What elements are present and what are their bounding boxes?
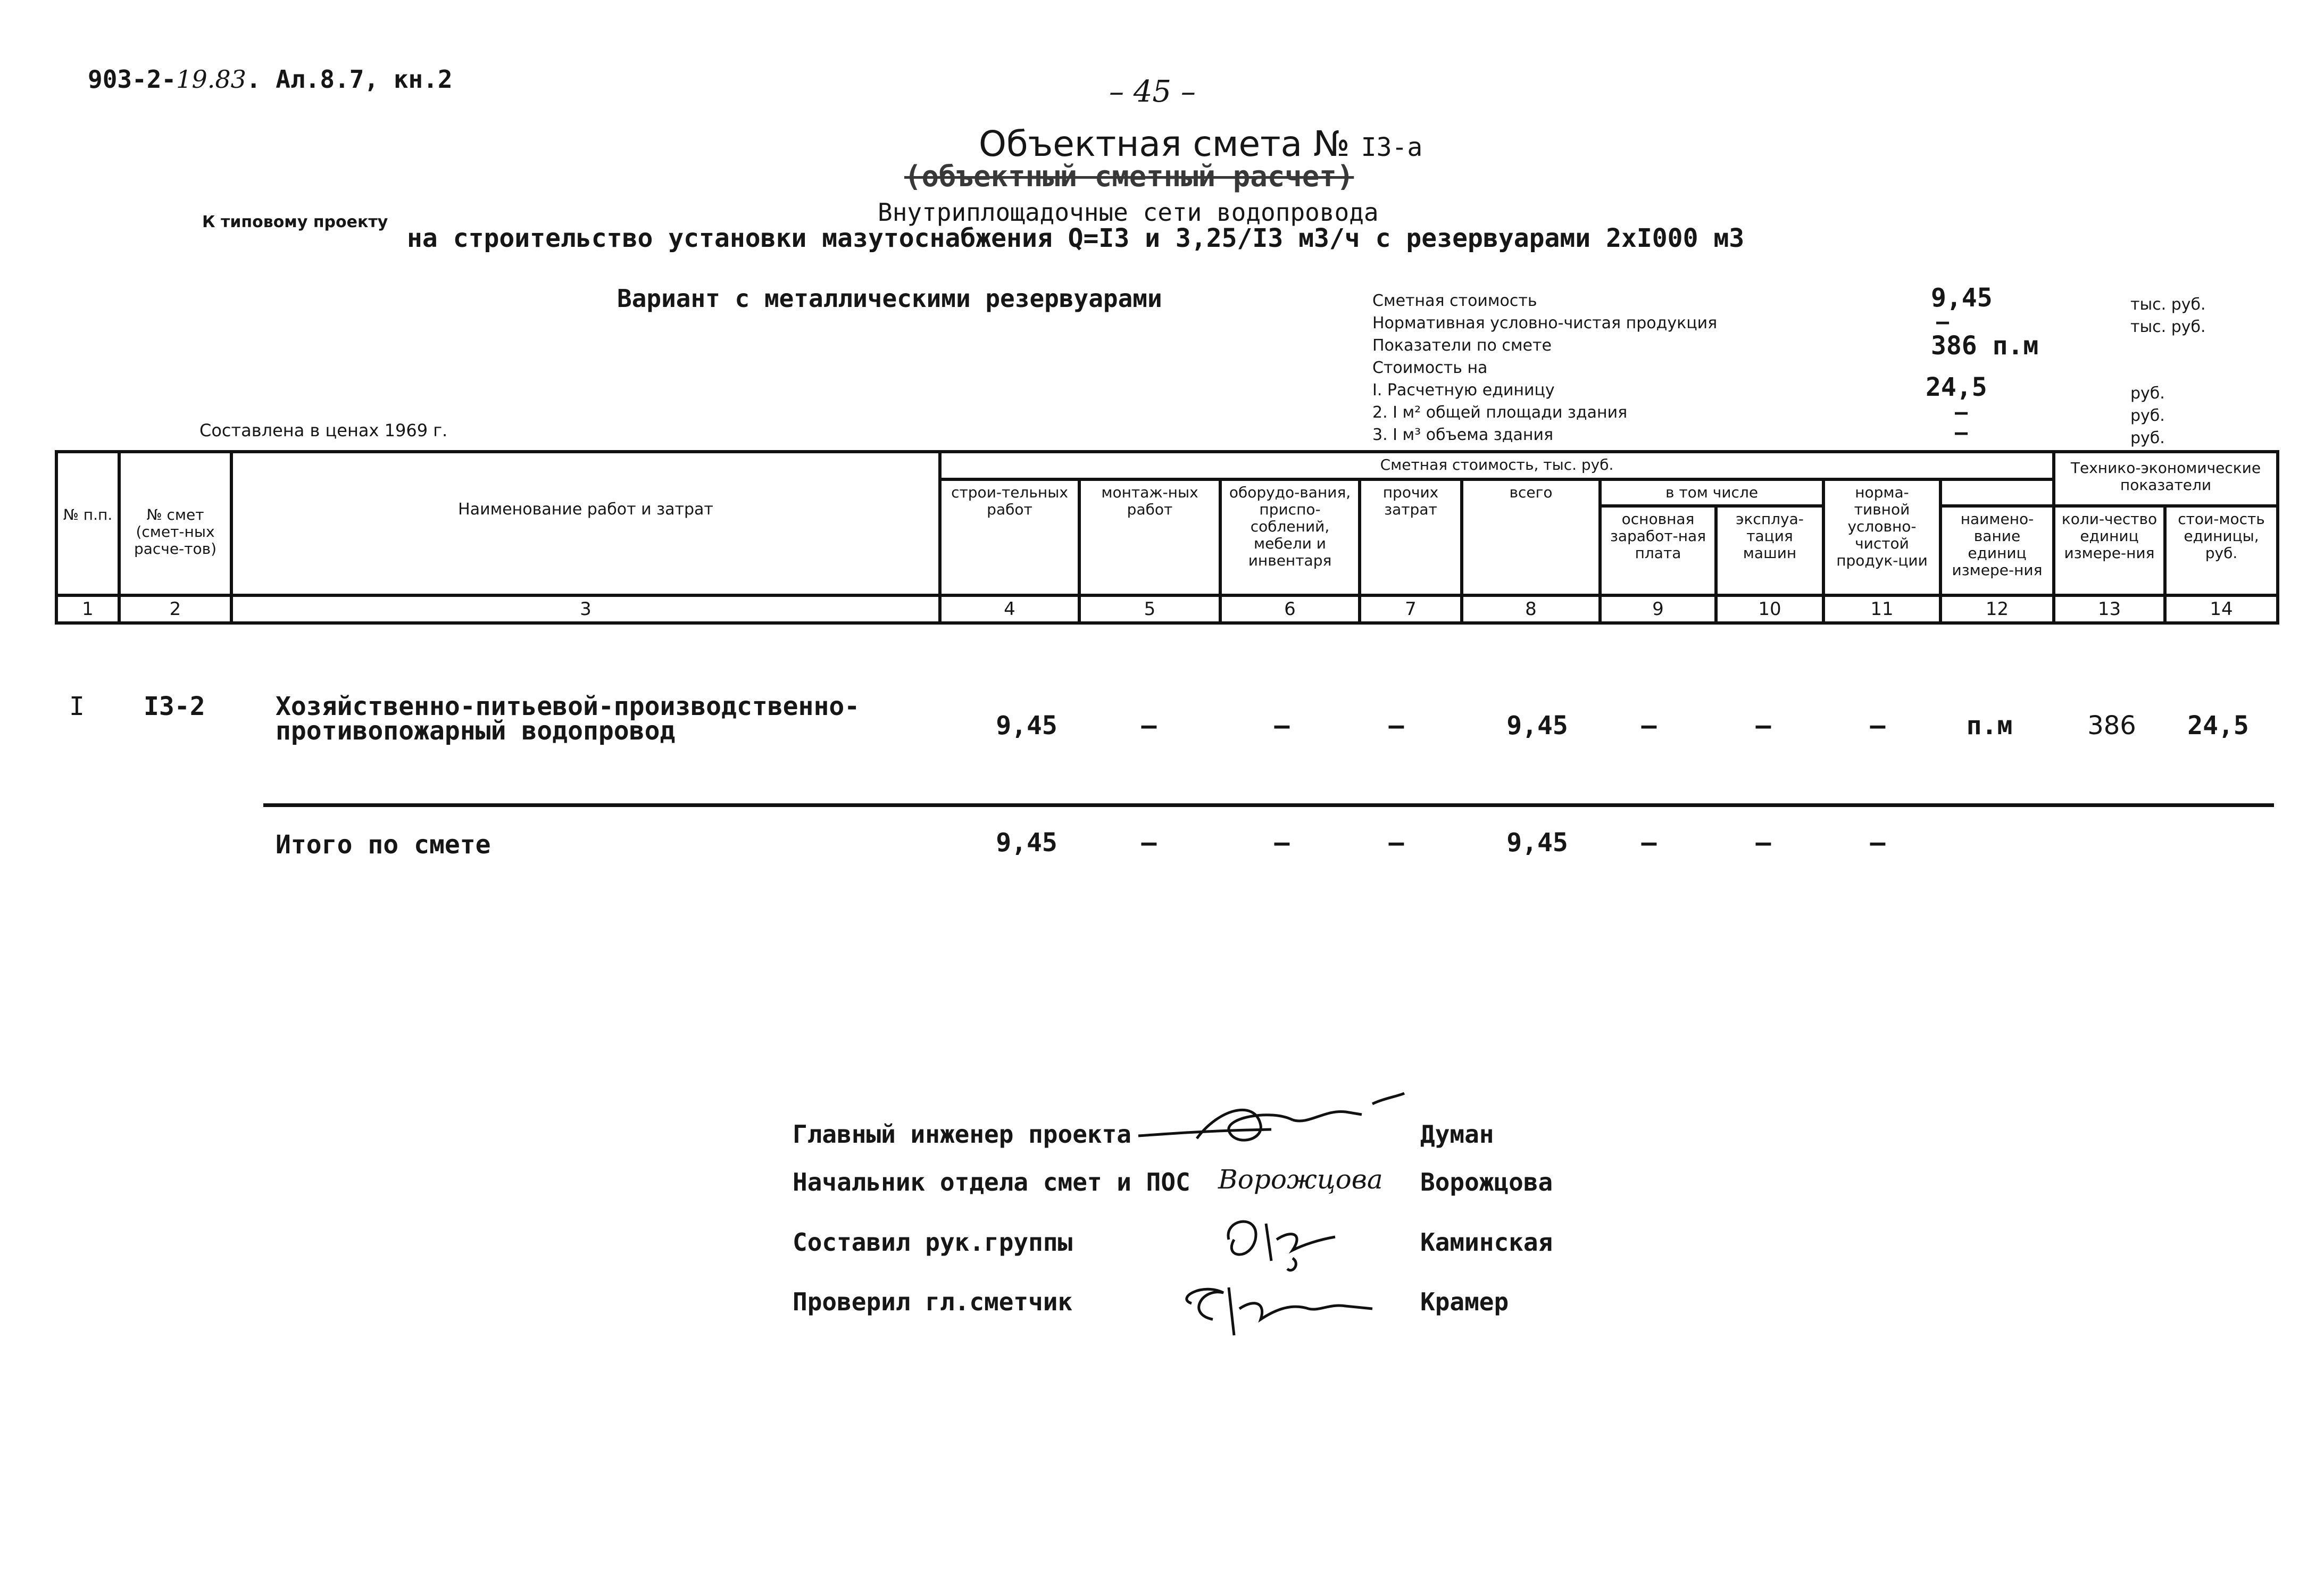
row-price: 24,5 xyxy=(2187,711,2249,741)
signature-name: Каминская xyxy=(1420,1228,1553,1257)
signature-handwritten: Ворожцова xyxy=(1218,1164,1383,1195)
doc-code-prefix: 903-2- xyxy=(88,65,177,94)
header-cost-group: Сметная стоимость, тыс. руб. xyxy=(940,452,2054,479)
col-number: 11 xyxy=(1823,595,1940,623)
header-norm: норма-тивной условно-чистой продук-ции xyxy=(1823,479,1940,595)
row-smet: I3-2 xyxy=(144,692,205,721)
row-name-line2: противопожарный водопровод xyxy=(276,716,676,746)
row-prochih: – xyxy=(1388,711,1404,741)
total-montazh: – xyxy=(1141,828,1157,858)
summary-unit-norm: тыс. руб. xyxy=(2130,318,2206,336)
summary-label-indicators: Показатели по смете xyxy=(1372,336,1552,355)
col-number: 5 xyxy=(1079,595,1220,623)
col-number: 14 xyxy=(2165,595,2278,623)
summary-unit-unit: руб. xyxy=(2130,384,2165,403)
summary-unit-area: руб. xyxy=(2130,406,2165,425)
doc-code-handwritten: 19.83 xyxy=(176,65,246,94)
header-kol: коли-чество единиц измере-ния xyxy=(2054,506,2165,595)
row-ekspl: – xyxy=(1755,711,1771,741)
signature-mark-chief-estimator xyxy=(1170,1266,1394,1346)
row-vsego: 9,45 xyxy=(1506,711,1568,741)
struck-subtitle: (объектный сметный расчет) xyxy=(904,160,1354,193)
col-number: 10 xyxy=(1716,595,1823,623)
row-unit: п.м xyxy=(1966,711,2013,741)
total-label: Итого по смете xyxy=(276,830,491,860)
title-heading: Объектная смета № xyxy=(979,123,1350,164)
summary-value-cost: 9,45 xyxy=(1931,283,1993,313)
row-n: I xyxy=(69,692,85,721)
col-number: 12 xyxy=(1940,595,2054,623)
signature-name: Крамер xyxy=(1420,1287,1509,1316)
summary-label-unit: I. Расчетную единицу xyxy=(1372,381,1555,400)
summary-unit-volume: руб. xyxy=(2130,429,2165,447)
header-stroit: строи-тельных работ xyxy=(940,479,1079,595)
signature-role: Составил рук.группы xyxy=(793,1228,1073,1257)
summary-label-norm: Нормативная условно-чистая продукция xyxy=(1372,314,1718,333)
signature-role: Начальник отдела смет и ПОС xyxy=(793,1168,1190,1196)
header-prochih: прочих затрат xyxy=(1360,479,1462,595)
col-number: 7 xyxy=(1360,595,1462,623)
col-number: 6 xyxy=(1220,595,1360,623)
estimate-number: I3-а xyxy=(1361,132,1423,162)
signature-role: Проверил гл.сметчик xyxy=(793,1287,1073,1316)
col-number: 8 xyxy=(1462,595,1600,623)
header-vtom: в том числе xyxy=(1600,479,1823,506)
header-n: № п.п. xyxy=(56,452,119,595)
variant-label: Вариант с металлическими резервуарами xyxy=(617,284,1162,313)
total-norm: – xyxy=(1870,828,1886,858)
row-osn: – xyxy=(1641,711,1657,741)
estimate-subject: Внутриплощадочные сети водопровода xyxy=(878,198,1379,227)
total-ekspl: – xyxy=(1755,828,1771,858)
signature-mark-chief-engineer xyxy=(1133,1088,1410,1157)
col-number: 4 xyxy=(940,595,1079,623)
total-separator xyxy=(263,803,2274,807)
header-tech-group: Технико-экономические показатели xyxy=(2054,452,2278,506)
summary-value-norm: – xyxy=(1936,310,1950,334)
signature-name: Думан xyxy=(1420,1120,1494,1149)
header-ekspl: эксплуа-тация машин xyxy=(1716,506,1823,595)
total-stroit: 9,45 xyxy=(996,828,1057,858)
doc-code-suffix: . Ал.8.7, кн.2 xyxy=(246,65,453,94)
header-oborud: оборудо-вания, приспо-соблений, мебели и инвентаря xyxy=(1220,479,1360,595)
summary-label-volume: 3. I м³ объема здания xyxy=(1372,426,1554,444)
summary-value-indicators: 386 п.м xyxy=(1931,331,2039,361)
header-vsego: всего xyxy=(1462,479,1600,595)
col-number: 13 xyxy=(2054,595,2165,623)
summary-label-area: 2. I м² общей площади здания xyxy=(1372,403,1628,422)
total-vsego: 9,45 xyxy=(1506,828,1568,858)
row-norm: – xyxy=(1870,711,1886,741)
total-osn: – xyxy=(1641,828,1657,858)
summary-value-unit: 24,5 xyxy=(1926,372,1987,402)
summary-label-cost: Сметная стоимость xyxy=(1372,292,1537,310)
summary-label-cost-per: Стоимость на xyxy=(1372,359,1488,377)
row-name-line1: Хозяйственно-питьевой-производственно- xyxy=(276,692,860,721)
project-description: на строительство установки мазутоснабжения Q=I3 и 3,25/I3 м3/ч с резервуарами 2хI000 м3 xyxy=(407,223,1745,253)
col-number: 2 xyxy=(119,595,231,623)
col-number: 1 xyxy=(56,595,119,623)
to-project-label: К типовому проекту xyxy=(202,213,388,231)
col-number: 3 xyxy=(231,595,940,623)
header-montazh: монтаж-ных работ xyxy=(1079,479,1220,595)
header-name: Наименование работ и затрат xyxy=(231,452,940,595)
estimate-table xyxy=(55,450,2279,625)
summary-unit-cost: тыс. руб. xyxy=(2130,295,2206,314)
summary-block xyxy=(1372,290,1717,446)
summary-value-area: – xyxy=(1955,400,1968,425)
signature-role: Главный инженер проекта xyxy=(793,1120,1131,1149)
row-montazh: – xyxy=(1141,711,1157,741)
header-stoim: стои-мость единицы, руб. xyxy=(2165,506,2278,595)
col-number: 9 xyxy=(1600,595,1716,623)
total-oborud: – xyxy=(1274,828,1290,858)
header-smet: № смет (смет-ных расче-тов) xyxy=(119,452,231,595)
row-qty: 386 xyxy=(2087,711,2136,741)
row-stroit: 9,45 xyxy=(996,711,1057,741)
total-prochih: – xyxy=(1388,828,1404,858)
header-naim: наимено-вание единиц измере-ния xyxy=(1940,506,2054,595)
row-oborud: – xyxy=(1274,711,1290,741)
page-title xyxy=(979,123,1422,164)
summary-value-volume: – xyxy=(1955,420,1968,445)
prices-label: Составлена в ценах 1969 г. xyxy=(199,420,448,440)
signature-name: Ворожцова xyxy=(1420,1168,1553,1196)
page-number: – 45 – xyxy=(1109,74,1196,109)
header-osn: основная заработ-ная плата xyxy=(1600,506,1716,595)
document-code xyxy=(88,65,453,94)
